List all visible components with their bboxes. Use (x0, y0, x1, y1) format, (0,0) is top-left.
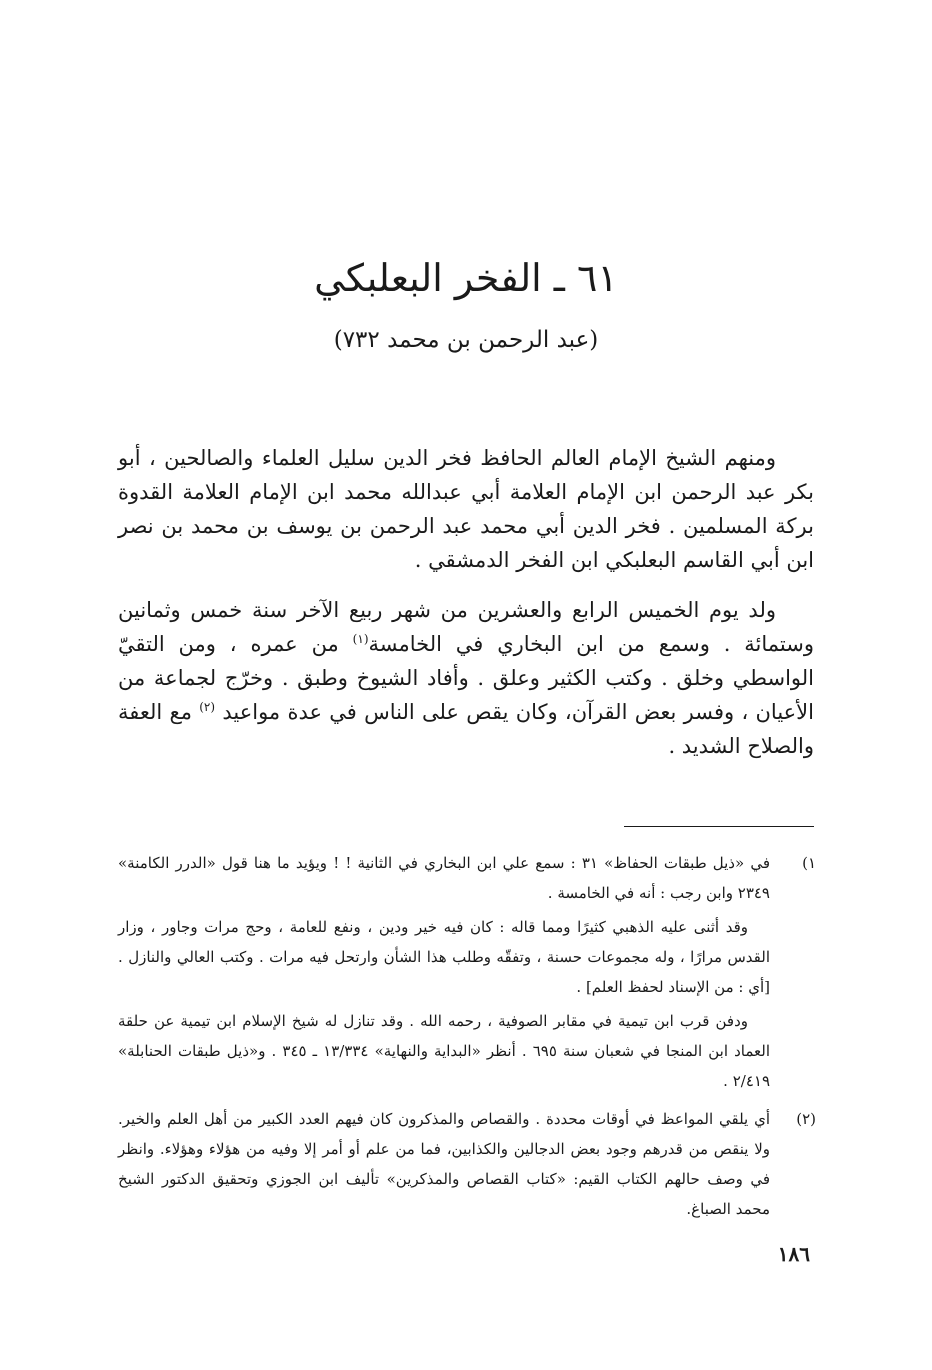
body-text-run: من عمره ، ومن التقيّ الواسطي وخلق . وكتب الكثير وعلق . وأفاد الشيوخ وطبق . وخرّج لجماعة من الأعيان ، وفسر بعض القرآن، وكان يقص على الناس في عدة مواعيد (118, 632, 814, 724)
footnote-paragraph: أي يلقي المواعظ في أوقات محددة . والقصاص والمذكرون كان فيهم العدد الكبير من أهل العلم والخير. ولا ينقص من قدرهم وجود بعض الدجالين والكذابين، فما من علم أو أمر إلا وفيه من هؤلاء وهؤلاء. وانظر في وصف حالهم الكتاب القيم: «كتاب القصاص والمذكرين» تأليف ابن الجوزي وتحقيق الدكتور الشيخ محمد الصباغ. (118, 1110, 770, 1218)
footnote (118, 1104, 816, 1224)
footnote-separator (624, 826, 814, 827)
footnote-reference[interactable]: (١) (352, 632, 369, 646)
footnote-body (118, 1104, 770, 1224)
footnote-marker: (٢) (796, 1110, 816, 1128)
body-text-run: ولد يوم الخميس الرابع والعشرين من شهر ربيع الآخر سنة خمس وثمانين وستمائة . وسمع من ابن البخاري في الخامسة (118, 598, 814, 656)
body-text (118, 441, 814, 763)
footnote (118, 848, 816, 1096)
page-number: ١٨٦ (777, 1242, 810, 1266)
body-text-run: مع العفة والصلاح الشديد . (118, 700, 814, 758)
chapter-subheading: (عبد الرحمن بن محمد ٧٣٢) (333, 327, 599, 353)
footnote-paragraph: وقد أثنى عليه الذهبي كثيرًا ومما قاله : كان فيه خير ودين ، ونفع للعامة ، وحج مرات وجاور ، وزار القدس مرارًا ، وله مجموعات حسنة ، وتفقّه وطلب هذا الشأن وارتحل فيه مرات . وكتب العالي والنازل . [أي : من الإسناد لحفظ العلم] . (118, 918, 770, 996)
footnote-paragraph: في «ذيل طبقات الحفاظ» ٣١ : سمع علي ابن البخاري في الثانية ! ! ويؤيد ما هنا قول «الدرر الكامنة» ٢٣٤٩ وابن رجب : أنه في الخامسة . (118, 854, 770, 902)
footnote-reference[interactable]: (٢) (199, 700, 216, 714)
body-paragraph: ومنهم الشيخ الإمام العالم الحافظ فخر الدين سليل العلماء والصالحين ، أبو بكر عبد الرحمن ابن الإمام العلامة أبي عبدالله محمد ابن الإمام العلامة القدوة بركة المسلمين . فخر الدين أبي محمد عبد الرحمن بن يوسف بن محمد بن نصر ابن أبي القاسم البعلبكي ابن الفخر الدمشقي . (118, 446, 814, 572)
footnotes (118, 848, 816, 1224)
body-paragraph (118, 593, 814, 763)
footnote-marker: ١) (802, 854, 816, 872)
footnote-paragraph: ودفن قرب ابن تيمية في مقابر الصوفية ، رحمه الله . وقد تنازل له شيخ الإسلام ابن تيمية عن حلقة العماد ابن المنجا في شعبان سنة ٦٩٥ . أنظر «البداية والنهاية» ١٣/٣٣٤ ـ ٣٤٥ . و«ذيل طبقات الحنابلة» ٢/٤١٩ . (118, 1012, 770, 1090)
chapter-heading: ٦١ ـ الفخر البعلبكي (314, 256, 618, 300)
footnote-body (118, 848, 770, 1096)
